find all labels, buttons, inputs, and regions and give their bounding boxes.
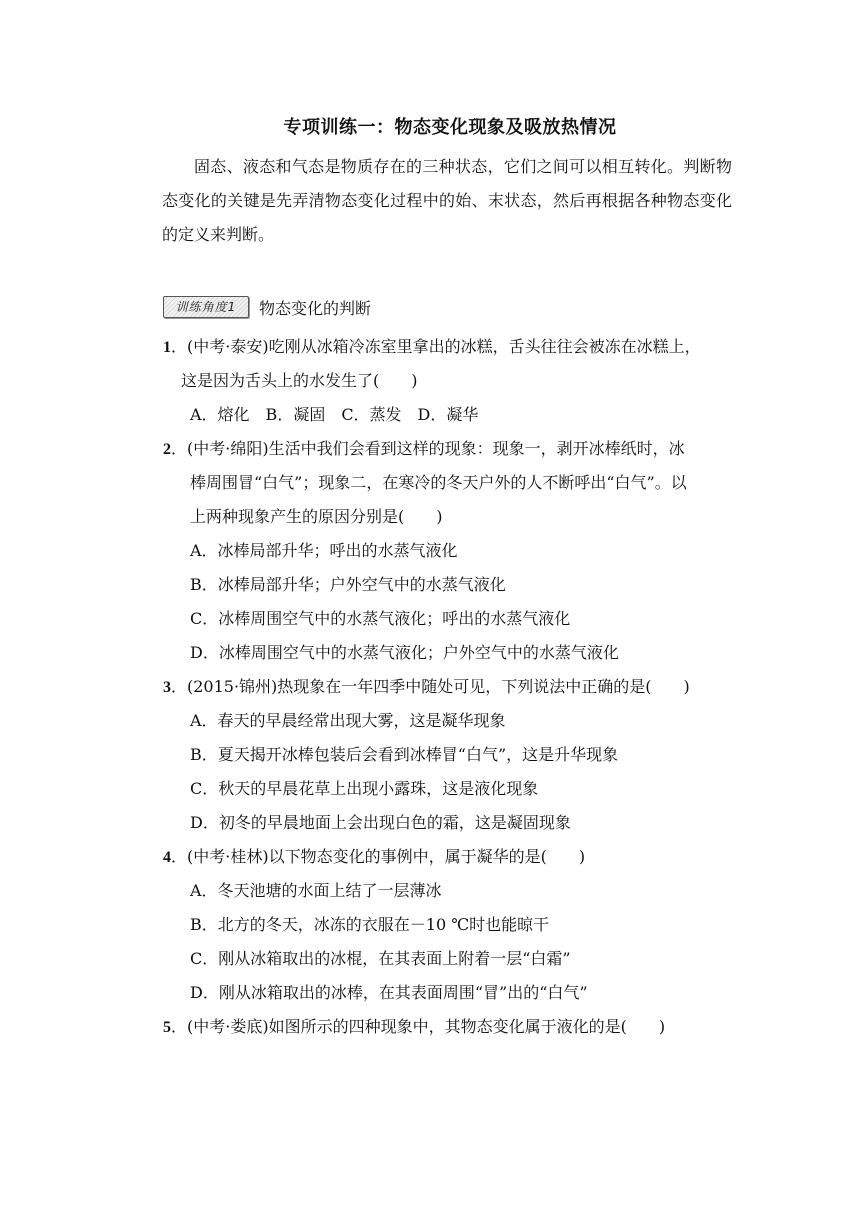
question-2-line-2: 棒周围冒“白气”；现象二，在寒冷的冬天户外的人不断呼出“白气”。以 [190,473,687,492]
question-4-option-b: B．北方的冬天，冰冻的衣服在－10 ℃时也能晾干 [190,915,550,934]
question-2 [163,432,738,467]
question-2-option-c: C．冰棒周围空气中的水蒸气液化；呼出的水蒸气液化 [190,609,571,628]
intro-paragraph: 固态、液态和气态是物质存在的三种状态，它们之间可以相互转化。判断物态变化的关键是先弄清物态变化过程中的始、末状态，然后再根据各种物态变化的定义来判断。 [162,157,732,244]
section-label: 物态变化的判断 [259,298,372,318]
question-number: 3 [163,679,171,696]
training-angle-badge: 训练角度1 [163,296,249,318]
question-2-option-b: B．冰棒局部升华；户外空气中的水蒸气液化 [190,575,506,594]
question-text: ．(中考·桂林)以下物态变化的事例中，属于凝华的是( ) [171,847,586,866]
question-3 [163,670,738,705]
question-text: ．(2015·锦州)热现象在一年四季中随处可见，下列说法中正确的是( ) [171,677,690,696]
question-3-option-c: C．秋天的早晨花草上出现小露珠，这是液化现象 [190,779,539,798]
question-2-line-3: 上两种现象产生的原因分别是( ) [190,507,443,526]
question-number: 5 [163,1019,171,1036]
question-1-line-2: 这是因为舌头上的水发生了( ) [181,371,418,390]
question-2-option-d: D．冰棒周围空气中的水蒸气液化；户外空气中的水蒸气液化 [190,643,619,662]
page-title: 专项训练一：物态变化现象及吸放热情况 [283,117,617,138]
question-3-option-b: B．夏天揭开冰棒包装后会看到冰棒冒“白气”，这是升华现象 [190,745,619,764]
question-3-option-a: A．春天的早晨经常出现大雾，这是凝华现象 [190,711,506,730]
question-4-option-d: D．刚从冰箱取出的冰棒，在其表面周围“冒”出的“白气” [190,983,588,1002]
question-number: 4 [163,849,171,866]
question-4-option-a: A．冬天池塘的水面上结了一层薄冰 [190,881,442,900]
question-4-option-c: C．刚从冰箱取出的冰棍，在其表面上附着一层“白霜” [190,949,571,968]
question-2-option-a: A．冰棒局部升华；呼出的水蒸气液化 [190,541,458,560]
question-4 [163,840,738,875]
question-number: 2 [163,441,171,458]
question-text: ．(中考·娄底)如图所示的四种现象中，其物态变化属于液化的是( ) [171,1017,666,1036]
question-text: ．(中考·泰安)吃刚从冰箱冷冻室里拿出的冰糕，舌头往往会被冻在冰糕上， [171,337,701,356]
question-number: 1 [163,339,171,356]
section-heading [163,293,371,321]
question-5 [163,1010,738,1045]
question-3-option-d: D．初冬的早晨地面上会出现白色的霜，这是凝固现象 [190,813,571,832]
question-text: ．(中考·绵阳)生活中我们会看到这样的现象：现象一，剥开冰棒纸时，冰 [171,439,685,458]
question-1 [163,330,738,365]
question-1-options: A．熔化 B．凝固 C．蒸发 D．凝华 [190,405,479,424]
